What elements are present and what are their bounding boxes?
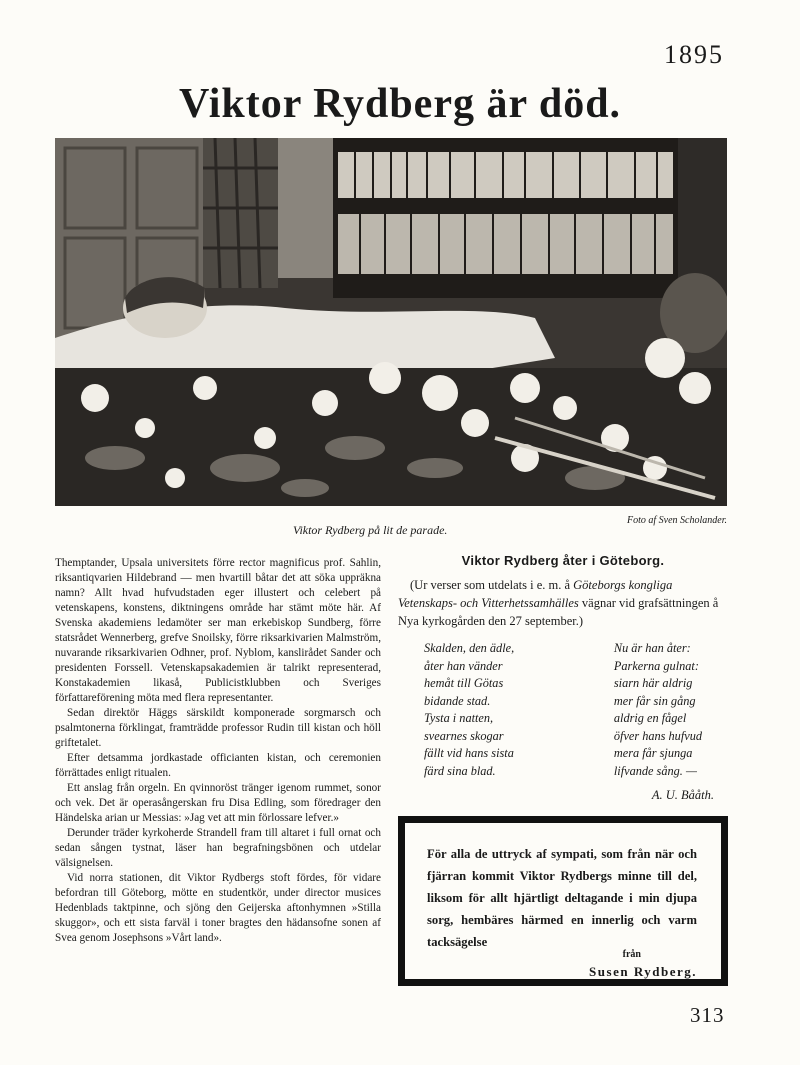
article-paragraph: Sedan direktör Häggs särskildt komponerade sorgmarsch och psalmtonerna förklingat, framträdde professor Rudin till kistan och höll griftetalet.	[55, 707, 381, 749]
photo-credit: Foto af Sven Scholander.	[627, 515, 727, 526]
poem-title: Viktor Rydberg åter i Göteborg.	[461, 553, 665, 568]
lying-in-state-photo	[55, 138, 727, 506]
poem-intro-suffix: vägnar vid grafsättningen å Nya kyrkogården den 27 september.)	[398, 596, 719, 628]
verse-line: Tysta i natten,	[424, 711, 494, 725]
notice-signature: Susen Rydberg.	[589, 964, 697, 979]
photo-caption: Viktor Rydberg på lit de parade.	[293, 523, 448, 537]
notice-from: från	[622, 949, 641, 960]
verse-line: Nu är han åter:	[613, 641, 691, 655]
verse-line: svearnes skogar	[424, 728, 504, 743]
headline: Viktor Rydberg är död.	[178, 81, 622, 127]
article-paragraph: Derunder träder kyrkoherde Strandell fram till altaret i full ornat och sedan sången tystnat, läser han begrafningsbönen och utdelar välsignelsen.	[55, 827, 381, 869]
year-label: 1895	[664, 40, 724, 69]
verse-line: färd sina blad.	[424, 763, 496, 778]
stanza-left	[424, 640, 514, 780]
verse-line: mera får sjunga	[613, 746, 693, 760]
verse-line: aldrig en fågel	[613, 711, 687, 725]
article-paragraph: Efter detsamma jordkastade officianten kistan, och ceremonien förrättades enligt ritualen.	[55, 752, 381, 779]
poem-intro-prefix: (Ur verser som utdelats i e. m. å	[410, 578, 574, 592]
verse-line: åter han vänder	[424, 658, 503, 673]
poem-author: A. U. Bååth.	[651, 788, 714, 802]
article-body	[55, 556, 381, 946]
article-paragraph: Themptander, Upsala universitets förre rector magnificus prof. Sahlin, riksantiqvarien Hildebrand — men hvartill båtar det att söka uppräkna namn? Allt hvad hufvudstaden eger illustert och celebert på vetenskapens, konstens, diktningens område har stämt möte här. Af Svenska akademiens ledamöter ser man erkebiskop Sundberg, förre statsrådet Wennerberg, grefve Snoilsky, förre riksarkivarien Malmström, nuvarande riksarkivarien Odhner, prof. Nyblom, kanslirådet Sander och presidenten Forssell. Vetenskapsakademien är talrikt representerad, Konstakademien likaså, Publicistklubben och Sveriges författareförening möta med flera representanter.	[55, 557, 381, 704]
poem-section	[398, 553, 728, 803]
verse-line: Skalden, den ädle,	[424, 641, 515, 655]
thank-you-notice	[398, 816, 728, 986]
verse-line: siarn här aldrig	[613, 676, 693, 690]
article-paragraph: Vid norra stationen, dit Viktor Rydbergs stoft fördes, för vidare befordran till Göteborg, mötte en studentkör, under director musices Hedenblads taktpinne, och sjöng den Geijerska aftonhymnen »Stilla skuggor», och ett sista farväl i toner bragtes den hädansofne sonen af Svea genom Josephsons »Vårt land».	[55, 872, 381, 944]
poem-intro	[398, 576, 728, 630]
verse-line: bidande stad.	[424, 693, 491, 708]
verse-line: fällt vid hans sista	[424, 746, 514, 760]
verse-line: lifvande sång. —	[613, 763, 697, 778]
verse-line: öfver hans hufvud	[613, 728, 702, 743]
notice-text: För alla de uttryck af sympati, som från när och fjärran kommit Viktor Rydbergs minne till del, liksom för allt hjärtligt deltagande i min djupa sorg, hembäres härmed en innerlig och varm tacksägelse	[427, 847, 697, 949]
poem-stanzas	[398, 640, 728, 780]
stanza-right	[614, 640, 702, 780]
article-paragraph: Ett anslag från orgeln. En qvinnoröst tränger igenom rummet, sonor och vek. Det är operasångerskan fru Disa Edling, som föredrager den Händelska arian ur Messias: »Jag vet att min förlossare lefver.»	[55, 782, 381, 824]
verse-line: hemåt till Götas	[424, 676, 504, 690]
verse-line: Parkerna gulnat:	[613, 658, 699, 673]
poem-intro-italic: Göteborgs kongliga Vetenskaps- och Vitterhetssamhälles	[398, 578, 673, 610]
page-number: 313	[690, 1003, 725, 1027]
verse-line: mer får sin gång	[613, 693, 696, 708]
